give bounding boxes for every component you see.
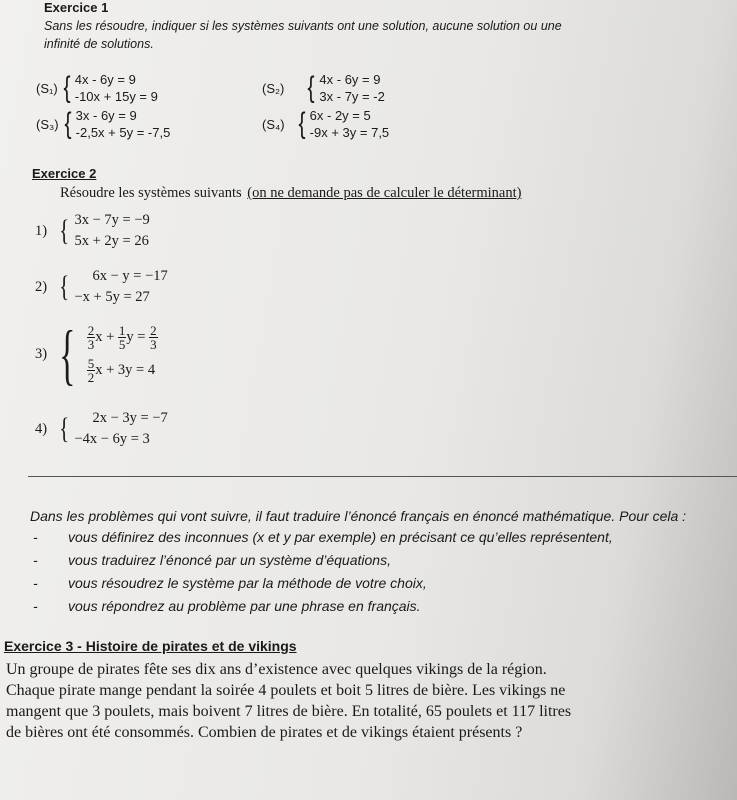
system-s4-eq1: 6x - 2y = 5 [309, 108, 371, 123]
system-s2 [262, 71, 385, 105]
brace: { [307, 71, 315, 104]
system-s4-eq2: -9x + 3y = 7,5 [309, 125, 390, 140]
system-2-eq2: −x + 5y = 27 [74, 289, 150, 305]
system-1-label: 1) [35, 222, 48, 239]
denominator: 3 [150, 337, 157, 352]
numerator: 5 [87, 356, 95, 371]
system-s2-label: (S₂) [262, 80, 285, 96]
problems-intro: Dans les problèmes qui vont suivre, il faut traduire l’énoncé français en énoncé mathématique. Pour cela : [30, 508, 687, 524]
fraction [87, 357, 96, 384]
list-item [33, 526, 613, 549]
exercise-3-line: de bières ont été consommés. Combien de pirates et de vikings étaient présents ? [6, 724, 523, 741]
fraction [87, 324, 96, 351]
system-4-label: 4) [35, 420, 48, 437]
step-text: vous définirez des inconnues (x et y par exemple) en précisant ce qu’elles représentent, [68, 529, 613, 545]
system-s1-eq2: -10x + 15y = 9 [74, 89, 158, 104]
system-3-label: 3) [35, 345, 48, 362]
brace: { [63, 71, 71, 104]
system-s2-eq2: 3x - 7y = -2 [319, 89, 385, 104]
system-1-eq1: 3x − 7y = −9 [74, 212, 150, 228]
denominator: 5 [118, 337, 126, 352]
system-s4-label: (S₄) [262, 116, 285, 132]
exercise-3-line: Un groupe de pirates fête ses dix ans d’existence avec quelques vikings de la région. [6, 661, 547, 678]
exercise-2-note: (on ne demande pas de calculer le déterminant) [247, 185, 522, 201]
system-2-label: 2) [35, 278, 48, 295]
list-item [33, 572, 613, 595]
system-3-eq2 [87, 357, 158, 384]
exercise-3-title: Exercice 3 - Histoire de pirates et de vikings [4, 638, 297, 654]
exercise-2-instruction-row [60, 185, 521, 202]
system-s3 [36, 107, 170, 141]
divider [28, 476, 737, 477]
exercise-3-line: mangent que 3 poulets, mais boivent 7 litres de bière. En totalité, 65 poulets et 117 litres [6, 703, 572, 720]
dash: - [33, 529, 38, 545]
system-1-eq2: 5x + 2y = 26 [74, 233, 149, 249]
eq-text: y = [126, 328, 146, 345]
dash: - [33, 575, 38, 591]
system-1 [35, 210, 150, 252]
system-s1-eq1: 4x - 6y = 9 [74, 72, 136, 87]
fraction [149, 324, 158, 351]
dash: - [33, 598, 38, 614]
exercise-1-instruction-line-2: infinité de solutions. [44, 37, 154, 51]
exercise-2-title: Exercice 2 [32, 166, 97, 181]
system-s3-eq2: -2,5x + 5y = -7,5 [75, 125, 171, 140]
denominator: 2 [87, 370, 95, 385]
numerator: 2 [150, 323, 157, 338]
step-text: vous répondrez au problème par une phrase en français. [68, 598, 421, 614]
system-4-eq1: 2x − 3y = −7 [92, 410, 168, 426]
system-2 [35, 266, 168, 308]
brace: { [64, 107, 72, 140]
numerator: 2 [87, 323, 95, 338]
system-3 [35, 316, 158, 392]
exercise-1-title: Exercice 1 [44, 0, 109, 15]
numerator: 1 [118, 323, 126, 338]
system-s2-eq1: 4x - 6y = 9 [319, 72, 381, 87]
list-item [33, 549, 613, 572]
denominator: 3 [87, 337, 95, 352]
system-s3-eq1: 3x - 6y = 9 [75, 108, 137, 123]
system-2-eq1: 6x − y = −17 [92, 268, 168, 284]
system-3-eq1 [87, 324, 158, 351]
eq-text: x + [95, 328, 115, 345]
list-item [33, 595, 613, 618]
brace: { [59, 214, 70, 247]
dash: - [33, 552, 38, 568]
step-text: vous traduirez l’énoncé par un système d’équations, [68, 552, 391, 568]
system-s1-label: (S₁) [36, 80, 58, 96]
system-4 [35, 408, 168, 450]
system-4-eq2: −4x − 6y = 3 [74, 431, 150, 447]
exercise-3-body [6, 659, 571, 743]
eq-text: x + 3y = 4 [95, 361, 156, 378]
system-s3-label: (S₃) [36, 116, 59, 132]
brace: { [298, 107, 306, 140]
step-text: vous résoudrez le système par la méthode de votre choix, [68, 575, 427, 591]
brace: { [59, 270, 70, 303]
exercise-1-instruction-line-1: Sans les résoudre, indiquer si les systèmes suivants ont une solution, aucune solution ou une [44, 19, 562, 33]
exercise-2-instruction: Résoudre les systèmes suivants [60, 185, 242, 201]
system-s1 [36, 71, 158, 105]
exercise-3-line: Chaque pirate mange pendant la soirée 4 poulets et boit 5 litres de bière. Les vikings ne [6, 682, 566, 699]
brace: { [59, 412, 70, 445]
steps-list [33, 526, 613, 618]
brace: { [59, 316, 76, 392]
system-s4 [262, 107, 389, 141]
